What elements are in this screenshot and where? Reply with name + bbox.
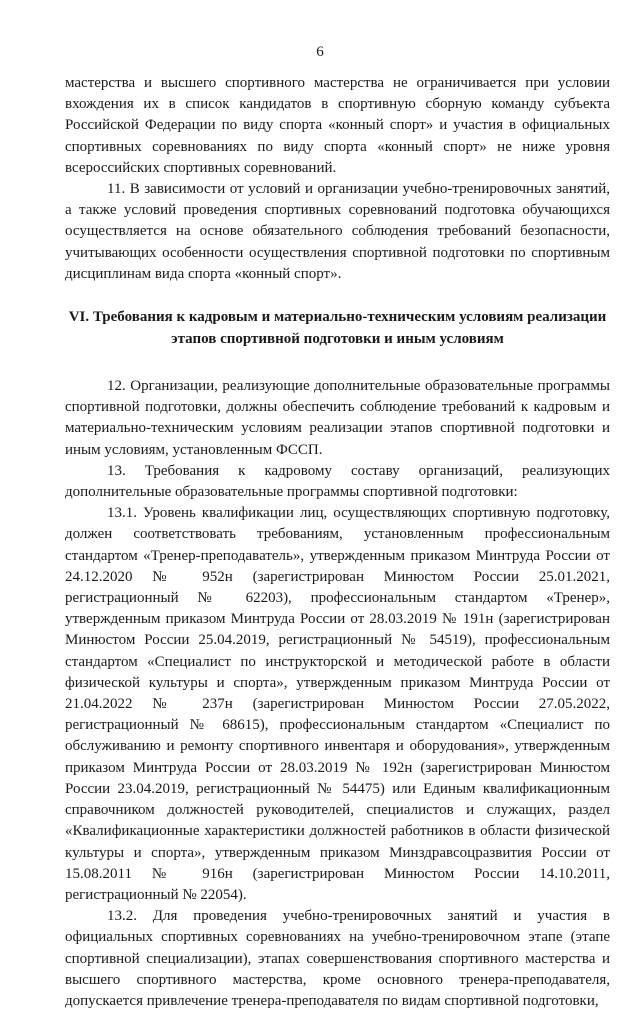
document-body [65,73,610,1012]
paragraph-13-1: 13.1. Уровень квалификации лиц, осуществляющих спортивную подготовку, должен соответствовать требованиям, установленным профессиональным стандартом «Тренер-преподаватель», утвержденным приказом Минтруда России от 24.12.2020 № 952н (зарегистрирован Минюстом России 25.01.2021, регистрационный № 62203), профессиональным стандартом «Тренер», утвержденным приказом Минтруда России от 28.03.2019 № 191н (зарегистрирован Минюстом России 25.04.2019, регистрационный № 54519), профессиональным стандартом «Специалист по инструкторской и методической работе в области физической культуры и спорта», утвержденным приказом Минтруда России от 21.04.2022 № 237н (зарегистрирован Минюстом России 27.05.2022, регистрационный № 68615), профессиональным стандартом «Специалист по обслуживанию и ремонту спортивного инвентаря и оборудования», утвержденным приказом Минтруда России от 28.03.2019 № 192н (зарегистрирован Минюстом России 23.04.2019, регистрационный № 54475) или Единым квалификационным справочником должностей руководителей, специалистов и служащих, раздел «Квалификационные характеристики должностей работников в области физической культуры и спорта», утвержденным приказом Минздравсоцразвития России от 15.08.2011 № 916н (зарегистрирован Минюстом России 14.10.2011, регистрационный № 22054). [65,505,610,903]
paragraph-12: 12. Организации, реализующие дополнительные образовательные программы спортивной подготовки, должны обеспечить соблюдение требований к кадровым и материально-техническим условиям реализации этапов спортивной подготовки и иным условиям, установленным ФССП. [65,378,610,458]
paragraph-13: 13. Требования к кадровому составу организаций, реализующих дополнительные образовательные программы спортивной подготовки: [65,462,610,501]
paragraph-continuation: мастерства и высшего спортивного мастерства не ограничивается при условии вхождения их в список кандидатов в спортивную сборную команду субъекта Российской Федерации по виду спорта «конный спорт» и участия в официальных спортивных соревнованиях по виду спорта «конный спорт» не ниже уровня всероссийских спортивных соревнований. [65,75,610,176]
section-heading: VI. Требования к кадровым и материально-техническим условиям реализации этапов спортивной подготовки и иным условиям [68,309,607,348]
page-number: 6 [316,44,324,60]
paragraph-13-2: 13.2. Для проведения учебно-тренировочных занятий и участия в официальных спортивных соревнованиях на учебно-тренировочном этапе (этапе спортивной специализации), этапах совершенствования спортивного мастерства и высшего спортивного мастерства, кроме основного тренера-преподавателя, допускается привлечение тренера-преподавателя по видам спортивной подготовки, [65,908,610,1009]
paragraph-11: 11. В зависимости от условий и организации учебно-тренировочных занятий, а также условий проведения спортивных соревнований подготовка обучающихся осуществляется на основе обязательного соблюдения требований безопасности, учитывающих особенности осуществления спортивной подготовки по спортивным дисциплинам вида спорта «конный спорт». [65,181,610,282]
